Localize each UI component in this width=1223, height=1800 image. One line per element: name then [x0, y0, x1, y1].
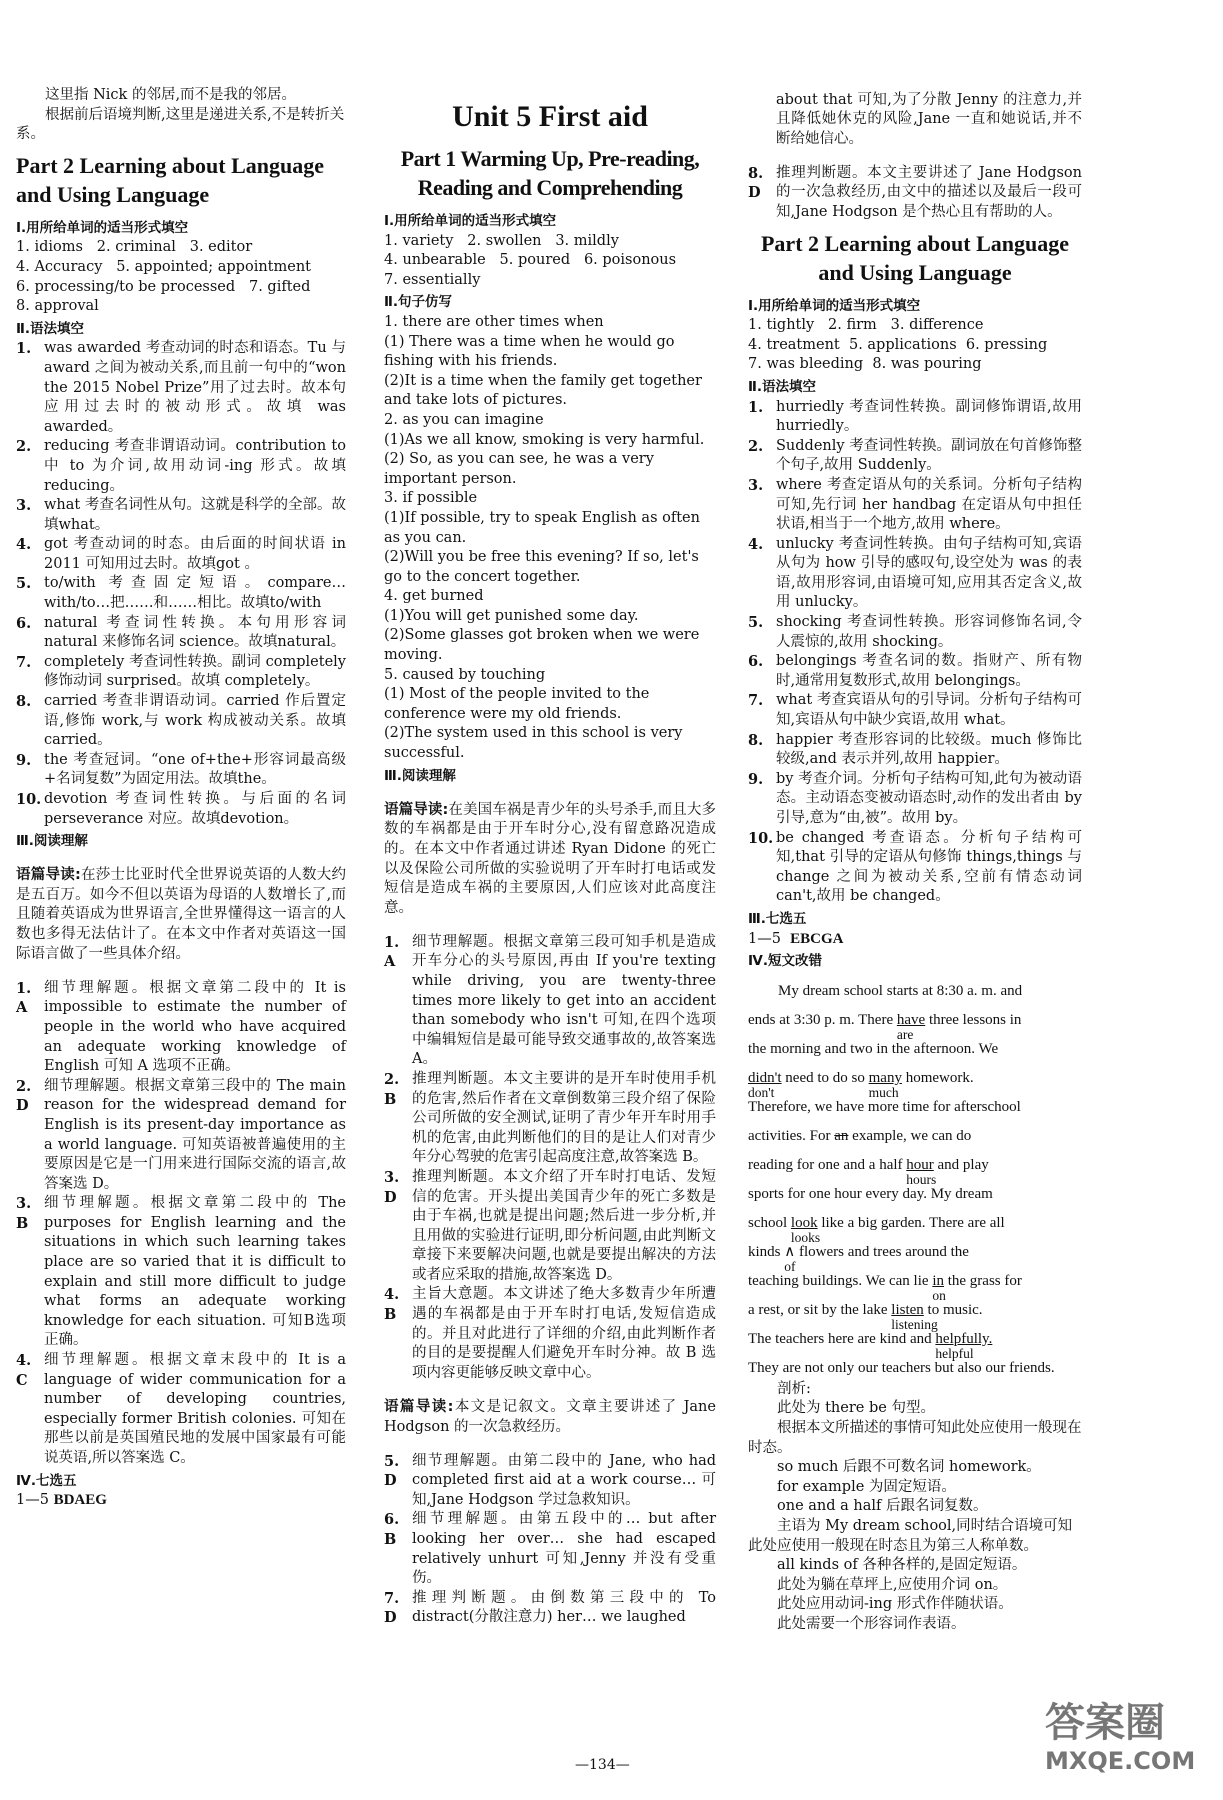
column-right [748, 76, 1082, 1634]
intro-text: 本文是记叙文。文章主要讲述了 Jane Hodgson 的一次急救经历。 [384, 1398, 716, 1435]
passage-intro [16, 866, 346, 964]
answer-line: 1. tightly 2. firm 3. difference [748, 317, 984, 334]
passage-intro [384, 1398, 716, 1437]
answer-item [16, 535, 346, 574]
answer-line: 4. treatment 5. applications 6. pressing [748, 336, 1048, 353]
passage-text: need to do so [781, 1069, 869, 1086]
answer-item [16, 1077, 346, 1195]
item-text: 细节理解题。根据文章第三段可知手机是造成开车分心的头号原因,再由 If you're texting while driving, you are twenty-three times more likely to get into an accident than somebody who isn't 可知,在四个选项中编辑短信是最可能导致交通事故的,故答案选 A。 [412, 933, 716, 1068]
answer-item [384, 1452, 716, 1511]
passage-line: They are not only our teachers but also our friends. [748, 1359, 1055, 1376]
passage-line [748, 1069, 1082, 1100]
text-line: 此处为 there be 句型。 [777, 1400, 935, 1417]
text-line: (1) There was a time when he would go fishing with his friends. [384, 333, 680, 370]
item-text: 细节理解题。由第五段中的… but after looking her over… she had escaped relatively unhurt 可知,Jenny 并没有受重伤。 [412, 1511, 716, 1587]
passage-line [748, 1272, 1082, 1303]
section-heading: Ⅰ.用所给单词的适当形式填空 [16, 219, 189, 236]
answer-item [16, 653, 346, 692]
passage-line [748, 1243, 1082, 1274]
answer-line: 1. idioms 2. criminal 3. editor [16, 239, 253, 256]
item-number: 7. [16, 653, 32, 671]
item-text: 推理判断题。本文主要讲的是开车时使用手机的危害,然后作者在文章倒数第三段介绍了保险公司所做的安全测试,证明了青少年开车时用手机的危害,由此判断他们的目的是让人们对青少年分心驾驶的危害引起高度注意,故答案选 B。 [412, 1070, 716, 1166]
item-text: reducing 考查非谓语动词。contribution to 中 to 为介词,故用动词-ing 形式。故填 reducing。 [44, 438, 346, 494]
answer-item [384, 1168, 716, 1286]
item-text: was awarded 考查动词的时态和语态。Tu 与 award 之间为被动关系,而且前一句中的“won the 2015 Nobel Prize”用了过去时。故本句应用过去时的被动形式。故填 was awarded。 [44, 340, 346, 435]
correction-word: are [896, 1026, 914, 1042]
correction-word: don't [748, 1084, 775, 1100]
item-text: 细节理解题。根据文章第二段中的 It is impossible to estimate the number of people in the world who have acquired an adequate working knowledge of English 可知 A 选项不正确。 [44, 979, 346, 1075]
answer-item [16, 1194, 346, 1351]
text-line: 此处应用动词-ing 形式作伴随状语。 [777, 1596, 1013, 1613]
item-text: what 考查宾语从句的引导词。分析句子结构可知,宾语从句中缺少宾语,故用 what。 [776, 692, 1082, 729]
text-line: (2) So, as you can see, he was a very important person. [384, 451, 659, 487]
passage-line: sports for one hour every day. My dream [748, 1185, 993, 1202]
item-number: 9. [748, 770, 764, 788]
answer-item [748, 829, 1082, 907]
passage-line [748, 1011, 1082, 1042]
answer-item [16, 339, 346, 437]
answer-key: EBCGA [790, 930, 844, 947]
passage-text: kinds [748, 1243, 785, 1260]
unit-title: Unit 5 First aid [452, 100, 648, 133]
text-line: 4. get burned [384, 588, 484, 605]
answer-item [16, 790, 346, 829]
passage-text: homework. [901, 1069, 974, 1086]
continued-text: about that 可知,为了分散 Jenny 的注意力,并且降低她休克的风险,Jane 一直和她说话,并不断给她信心。 [776, 91, 1082, 147]
passage-line [748, 1156, 1082, 1187]
answer-item [384, 1285, 716, 1383]
passage-line: My dream school starts at 8:30 a. m. and [778, 982, 1023, 999]
item-number: 7. [748, 692, 764, 710]
passage-text: reading for one and a half [748, 1156, 907, 1173]
item-text: carried 考查非谓语动词。carried 作后置定语,修饰 work,与 work 构成被动关系。故填carried。 [44, 693, 346, 749]
analysis-label: 剖析: [777, 1380, 811, 1397]
item-number: 6. B [384, 1511, 400, 1548]
item-number: 1. A [16, 979, 32, 1017]
passage-text: activities. For [748, 1127, 835, 1144]
error-word: hour [906, 1156, 934, 1173]
error-word: listen [891, 1301, 924, 1318]
section-heading: Ⅱ.语法填空 [16, 320, 85, 337]
item-number: 2. [16, 438, 32, 456]
item-text: devotion 考查词性转换。与后面的名词 perseverance 对应。故填devotion。 [44, 791, 346, 827]
correction-word: hours [906, 1171, 937, 1187]
answer-line: 4. Accuracy 5. appointed; appointment [16, 258, 311, 275]
insert-mark: ∧ [784, 1243, 796, 1260]
item-number: 3. D [384, 1168, 400, 1206]
answer-item [384, 1510, 716, 1588]
part-title: Part 2 Learning about Language and Using Language [760, 230, 1070, 285]
error-word: have [896, 1011, 926, 1028]
intro-text: 在美国车祸是青少年的头号杀手,而且大多数的车祸都是由于开车时分心,没有留意路况造成的。在本文中作者通过讲述 Ryan Didone 的死亡以及保险公司所做的实验说明了开车时打电话或发短信是造成车祸的主要原因,人们应该对此高度注意。 [384, 801, 716, 916]
section-heading: Ⅲ.阅读理解 [384, 767, 456, 784]
watermark-logo [1045, 1700, 1215, 1796]
item-number: 3. [16, 497, 32, 515]
correction-word: listening [891, 1316, 938, 1332]
intro-text: 在莎士比亚时代全世界说英语的人数大约是五百万。如今不但以英语为母语的人数增长了,而且随着英语成为世界语言,全世界懂得这一语言的人数也多得无法估计了。在本文中作者对英语这一国际语言做了一些具体介绍。 [16, 867, 346, 962]
passage-text: flowers and trees around the [795, 1243, 969, 1260]
error-word: in [932, 1272, 944, 1289]
answer-item [16, 979, 346, 1077]
intro-label: 语篇导读: [384, 1398, 454, 1415]
item-number: 3. B [16, 1195, 32, 1232]
text-line: all kinds of 各种各样的,是固定短语。 [777, 1557, 1027, 1574]
answer-item [748, 691, 1082, 730]
section-heading: Ⅰ.用所给单词的适当形式填空 [748, 297, 921, 314]
item-number: 10. [16, 791, 42, 808]
answer-item [748, 437, 1082, 476]
item-number: 2. B [384, 1070, 400, 1108]
watermark-url: MXQE.COM [1045, 1747, 1196, 1775]
section-heading: Ⅲ.七选五 [748, 910, 807, 927]
item-number: 4. [16, 536, 32, 554]
text-line: 根据前后语境判断,这里是递进关系,不是转折关系。 [16, 106, 345, 143]
answer-line [748, 930, 1082, 950]
item-text: 推理判断题。本文介绍了开车时打电话、发短信的危害。开头提出美国青少年的死亡多数是由于车祸,也就是提出问题;然后进一步分析,并且用做的实验进行证明,即分析问题,由此判断文章接下来要解决问题,也就是要提出解决的方法或者应采取的措施,故答案选 D。 [412, 1168, 716, 1283]
passage-intro [384, 801, 716, 919]
text-line: 这里指 Nick 的邻居,而不是我的邻居。 [45, 87, 297, 103]
item-number: 8. [16, 693, 32, 711]
answer-item [16, 574, 346, 613]
item-number: 1. [16, 340, 32, 358]
item-text: 推理判断题。由倒数第三段中的 To distract(分散注意力) her… we laughed [412, 1589, 716, 1626]
item-number: 2. [748, 437, 764, 455]
item-number: 1. [748, 398, 764, 416]
item-text: 细节理解题。根据文章末段中的 It is a language of wider communication for a number of developing countries, especially former British colonies. 可知在那些以前是英国殖民地的发展中国家最有可能说英语,所以答案选 C。 [44, 1352, 346, 1466]
item-number: 9. [16, 751, 32, 769]
item-text: by 考查介词。分析句子结构可知,此句为被动语态。主动语态变被动语态时,动作的发出者由 by 引导,意为“由,被”。故用 by。 [776, 770, 1082, 826]
item-text: Suddenly 考查词性转换。副词放在句首修饰整个句子,故用 Suddenly。 [776, 437, 1082, 474]
correction-word: helpful [935, 1345, 974, 1361]
text-line: (1) Most of the people invited to the conference were my old friends. [384, 686, 654, 722]
page-number: —134— [575, 1757, 630, 1773]
item-text: shocking 考查词性转换。形容词修饰名词,令人震惊的,故用 shocking。 [776, 614, 1082, 650]
deleted-word: an [834, 1127, 849, 1144]
text-line: 2. as you can imagine [384, 411, 544, 428]
answer-line: 7. was bleeding 8. was pouring [748, 356, 982, 373]
answer-line: 7. essentially [384, 271, 481, 288]
text-line: 此处需要一个形容词作表语。 [777, 1615, 966, 1632]
text-line: (1)You will get punished some day. [384, 607, 639, 624]
item-number: 10. [748, 829, 774, 847]
item-number: 6. [16, 614, 32, 632]
text-line: 主语为 My dream school,同时结合语境可知此处应使用一般现在时态且为第三人称单数。 [748, 1517, 1073, 1554]
passage-line [748, 1330, 1082, 1361]
text-line: 根据本文所描述的事情可知此处应使用一般现在时态。 [748, 1419, 1082, 1456]
answer-line: 6. processing/to be processed 7. gifted [16, 278, 311, 295]
passage-line: the morning and two in the afternoon. We [748, 1040, 999, 1057]
text-line: for example 为固定短语。 [777, 1478, 956, 1495]
item-text: 细节理解题。根据文章第二段中的 The purposes for English learning and the situations in which such learning takes place are so varied that it is difficult to explain and still more difficult to judge what forms an adequate working knowledge for each situation. 可知B选项正确。 [44, 1195, 346, 1349]
item-number: 4. C [16, 1352, 32, 1389]
answer-prefix: 1—5 [16, 1492, 54, 1509]
text-line: (2)It is a time when the family get together and take lots of pictures. [384, 372, 707, 409]
text-line: 3. if possible [384, 490, 478, 507]
answer-line: 4. unbearable 5. poured 6. poisonous [384, 252, 677, 269]
passage-text: school [748, 1214, 791, 1231]
answer-item [748, 476, 1082, 535]
item-number: 1. A [384, 933, 400, 971]
item-text: what 考查名词性从句。这就是科学的全部。故填what。 [44, 497, 346, 533]
text-line: one and a half 后跟名词复数。 [777, 1498, 988, 1515]
answer-item [16, 751, 346, 790]
answer-item [16, 496, 346, 535]
item-text: belongings 考查名词的数。指财产、所有物时,通常用复数形式,故用 belongings。 [776, 653, 1082, 689]
passage-text: like a big garden. There are all [817, 1214, 1005, 1231]
item-number: 8. D [748, 164, 764, 202]
item-number: 6. [748, 653, 764, 671]
passage-text: and play [933, 1156, 989, 1173]
item-text: be changed 考查语态。分析句子结构可知,that 引导的定语从句修饰 things,things 与 change 之间为被动关系,空前有情态动词 can't,故用 be changed。 [776, 829, 1082, 905]
answer-item [748, 770, 1082, 829]
passage-text: The teachers here are kind and [748, 1330, 936, 1347]
intro-label: 语篇导读: [16, 867, 81, 884]
item-text: 细节理解题。根据文章第三段中的 The main reason for the widespread demand for English is its present-day importance as a world language. 可知英语被普遍使用的主要原因是它是一门用来进行国际交流的语言,故答案选 D。 [44, 1077, 346, 1192]
item-number: 3. [748, 476, 764, 494]
item-text: unlucky 考查词性转换。由句子结构可知,宾语从句为 how 引导的感叹句,设空处为 was 的表语,故用形容词,由语境可知,应用其否定含义,故用 unlucky。 [776, 535, 1082, 611]
item-number: 4. [748, 535, 764, 553]
text-line: (1)If possible, try to speak English as often as you can. [384, 509, 705, 546]
passage-text: teaching buildings. We can lie [748, 1272, 933, 1289]
answer-item [16, 692, 346, 751]
item-number: 5. D [384, 1452, 400, 1490]
text-line: 1. there are other times when [384, 313, 604, 330]
item-number: 5. [16, 575, 32, 593]
passage-text: the grass for [943, 1272, 1022, 1289]
text-line: (1)As we all know, smoking is very harmful. [384, 431, 705, 448]
text-line: 5. caused by touching [384, 666, 546, 683]
error-word: didn't [748, 1069, 782, 1086]
error-correction-passage [748, 982, 1082, 1378]
section-heading: Ⅱ.句子仿写 [384, 294, 453, 311]
section-heading: Ⅳ.七选五 [16, 1472, 77, 1489]
section-heading: Ⅲ.阅读理解 [16, 833, 88, 850]
answer-item [748, 652, 1082, 691]
answer-line: 8. approval [16, 298, 99, 315]
item-text: where 考查定语从句的关系词。分析句子结构可知,先行词 her handbag 在定语从句中担任状语,相当于一个地方,故用 where。 [776, 476, 1082, 533]
passage-text: example, we can do [848, 1127, 972, 1144]
answer-prefix: 1—5 [748, 930, 791, 947]
passage-line [748, 1127, 1082, 1146]
correction-word: much [868, 1084, 899, 1100]
answer-item [384, 933, 716, 1070]
item-text: got 考查动词的时态。由后面的时间状语 in 2011 可知用过去时。故填got 。 [44, 536, 346, 572]
error-word: helpfully. [935, 1330, 993, 1347]
item-number: 2. D [16, 1077, 32, 1115]
part-title: Part 1 Warming Up, Pre-reading, Reading and Comprehending [400, 146, 700, 200]
error-word: look [790, 1214, 818, 1231]
intro-label: 语篇导读: [384, 801, 449, 818]
item-text: the 考查冠词。“one of+the+形容词最高级+名词复数”为固定用法。故填the。 [44, 751, 346, 788]
item-text: natural 考查词性转换。本句用形容词 natural 来修饰名词 science。故填natural。 [44, 614, 346, 651]
item-number: 5. [748, 614, 764, 632]
correction-word: of [784, 1258, 796, 1274]
passage-line [748, 1301, 1082, 1332]
column-left [16, 86, 346, 1511]
section-heading: Ⅳ.短文改错 [748, 953, 822, 970]
text-line: so much 后跟不可数名词 homework。 [777, 1459, 1041, 1476]
watermark-text: 答案圈 [1045, 1700, 1165, 1746]
answer-item [384, 1070, 716, 1168]
item-text: 主旨大意题。本文讲述了绝大多数青少年所遭遇的车祸都是由于开车时打电话,发短信造成的。并且对此进行了详细的介绍,由此判断作者的目的是要提醒人们避免开车时分神。故 B 选项内容更能够反映文章中心。 [412, 1286, 716, 1381]
answer-item [748, 731, 1082, 770]
item-number: 4. B [384, 1286, 400, 1324]
answer-item [16, 1351, 346, 1469]
section-heading: Ⅰ.用所给单词的适当形式填空 [384, 213, 557, 229]
answer-item [384, 1589, 716, 1628]
item-number: 8. [748, 731, 764, 749]
item-text: completely 考查词性转换。副词 completely 修饰动词 surprised。故填 completely。 [44, 653, 346, 690]
item-text: happier 考查形容词的比较级。much 修饰比较级,and 表示并列,故用 happier。 [776, 731, 1082, 768]
passage-text: a rest, or sit by the lake [748, 1301, 892, 1318]
section-heading: Ⅱ.语法填空 [748, 378, 817, 395]
correction-word: looks [790, 1229, 821, 1245]
answer-item [748, 164, 1082, 223]
item-text: to/with 考查固定短语。compare… with/to…把……和……相比。故填to/with [44, 575, 346, 612]
error-word: many [868, 1069, 902, 1086]
answer-line [16, 1491, 346, 1511]
passage-line: Therefore, we have more time for afterschool [748, 1098, 1021, 1115]
column-middle [384, 86, 716, 1628]
item-number: 7. D [384, 1589, 400, 1627]
answer-item [16, 437, 346, 496]
text-line: (2)Will you be free this evening? If so, let's go to the concert together. [384, 549, 704, 585]
passage-text: three lessons in [925, 1011, 1022, 1028]
passage-line [748, 1214, 1082, 1245]
answer-item [748, 535, 1082, 613]
part-title: Part 2 Learning about Language and Using Language [16, 152, 325, 207]
item-text: hurriedly 考查词性转换。副词修饰谓语,故用 hurriedly。 [776, 398, 1082, 435]
answer-item [748, 398, 1082, 437]
answer-item [748, 613, 1082, 652]
text-line: 此处为躺在草坪上,应使用介词 on。 [777, 1576, 1008, 1593]
item-text: 细节理解题。由第二段中的 Jane, who had completed first aid at a work course… 可知,Jane Hodgson 学过急救知识。 [412, 1452, 716, 1508]
text-line: (2)The system used in this school is very successful. [384, 725, 688, 762]
answer-item [16, 614, 346, 653]
answer-line: 1. variety 2. swollen 3. mildly [384, 232, 619, 249]
item-text: 推理判断题。本文主要讲述了 Jane Hodgson 的一次急救经历,由文中的描述以及最后一段可知,Jane Hodgson 是个热心且有帮助的人。 [776, 164, 1082, 220]
answer-key: BDAEG [53, 1492, 107, 1509]
correction-word: on [932, 1287, 946, 1303]
passage-text: ends at 3:30 p. m. There [748, 1011, 897, 1028]
passage-text: to music. [923, 1301, 983, 1318]
text-line: (2)Some glasses got broken when we were moving. [384, 627, 704, 664]
